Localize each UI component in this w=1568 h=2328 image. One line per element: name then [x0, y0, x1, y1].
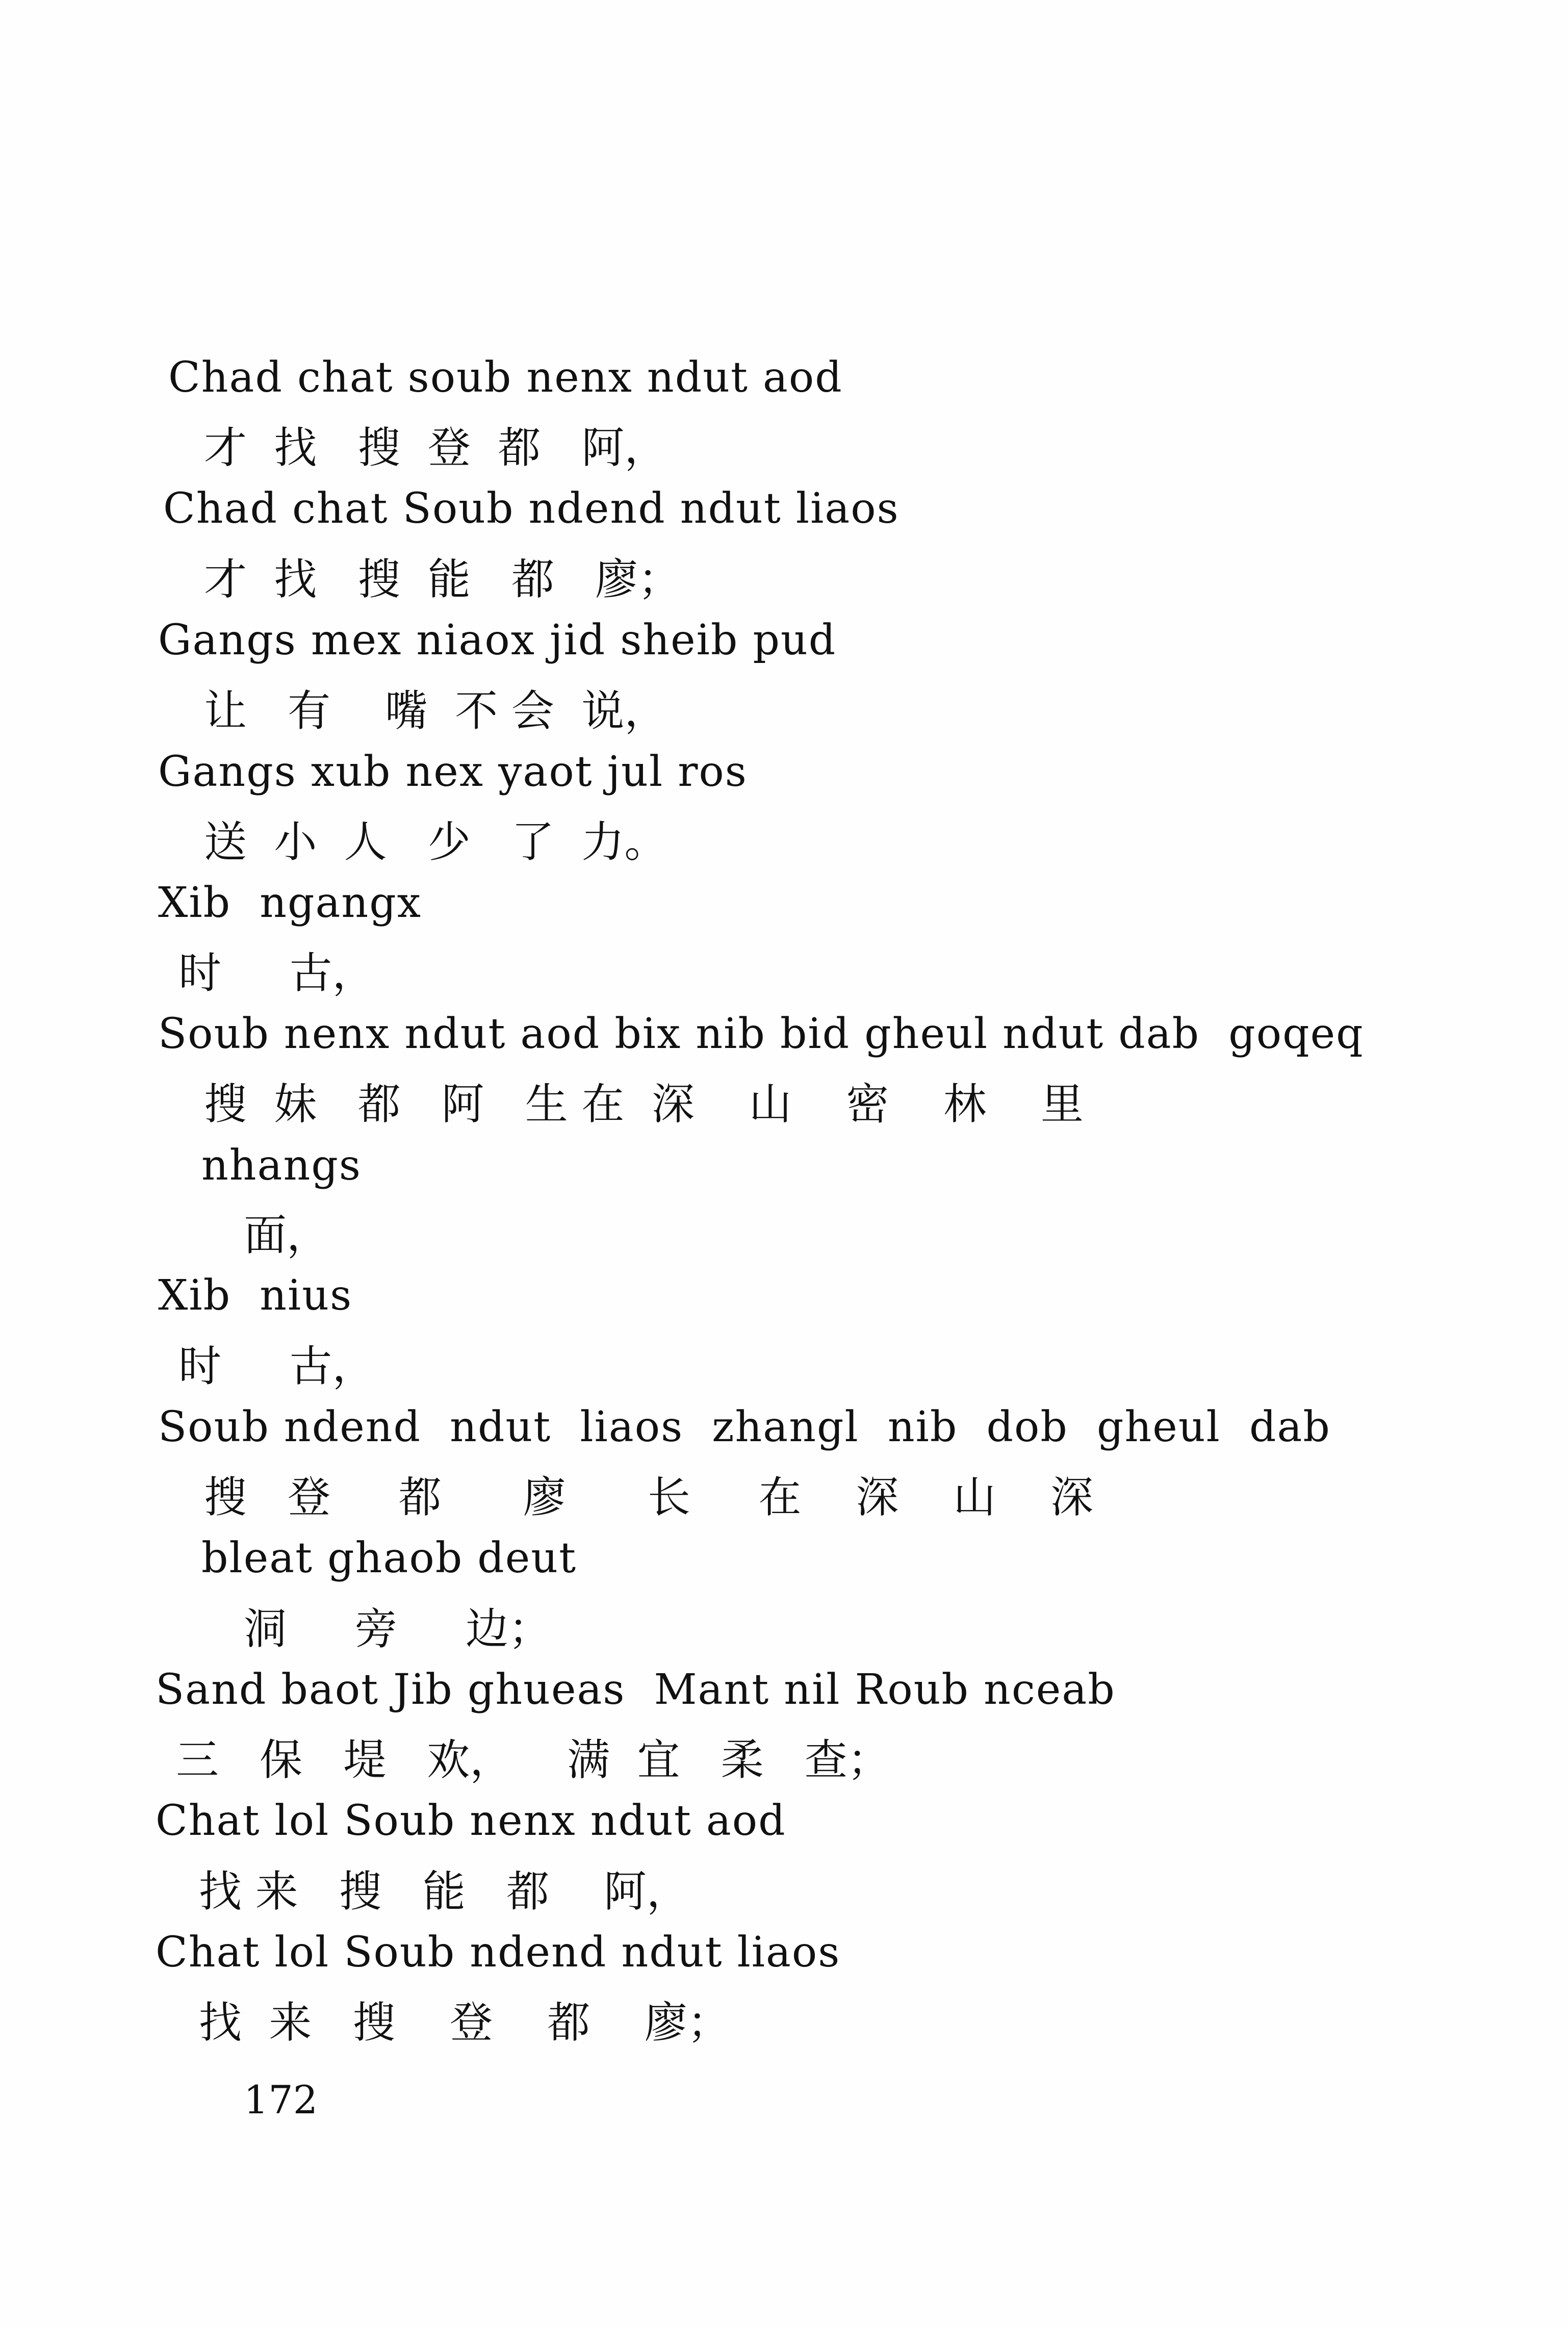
romanized-line: Chat lol Soub ndend ndut liaos — [156, 1928, 841, 1977]
romanized-line: Xib nius — [158, 1271, 353, 1320]
romanized-line: Sand baot Jib ghueas Mant nil Roub nceab — [156, 1666, 1116, 1714]
romanized-line: Gangs xub nex yaot jul ros — [158, 748, 748, 796]
romanized-line: Xib ngangx — [158, 879, 422, 927]
chinese-gloss-line: 才 找 搜 登 都 阿， — [204, 423, 667, 473]
chinese-gloss-line: 搜 妹 都 阿 生 在 深 山 密 林 里 — [204, 1079, 1084, 1129]
chinese-gloss-line: 找 来 搜 登 都 廖； — [199, 1998, 730, 2048]
chinese-gloss-line: 搜 登 都 廖 长 在 深 山 深 — [204, 1472, 1093, 1522]
chinese-gloss-line: 才 找 搜 能 都 廖； — [204, 554, 681, 604]
chinese-gloss-line: 时 古， — [178, 948, 375, 998]
chinese-gloss-line: 让 有 嘴 不 会 说， — [204, 686, 667, 736]
romanized-line: Chat lol Soub nenx ndut aod — [156, 1797, 786, 1845]
chinese-gloss-line-continued: 面， — [244, 1210, 330, 1260]
page-number: 172 — [244, 2077, 318, 2122]
romanized-line: Chad chat soub nenx ndut aod — [168, 353, 843, 402]
romanized-line: Gangs mex niaox jid sheib pud — [158, 616, 837, 664]
romanized-line-continued: bleat ghaob deut — [201, 1534, 577, 1582]
romanized-line: Chad chat Soub ndend ndut liaos — [163, 484, 899, 533]
romanized-line: Soub ndend ndut liaos zhangl nib dob gheul dab — [158, 1403, 1331, 1451]
chinese-gloss-line-continued: 洞 旁 边； — [244, 1604, 552, 1654]
chinese-gloss-line: 送 小 人 少 了 力。 — [204, 817, 667, 867]
chinese-gloss-line: 找 来 搜 能 都 阿， — [199, 1866, 689, 1916]
chinese-gloss-line: 三 保 堤 欢， 满 宜 柔 查； — [176, 1735, 890, 1785]
romanized-line-continued: nhangs — [201, 1141, 362, 1190]
romanized-line: Soub nenx ndut aod bix nib bid gheul ndut dab goqeq — [158, 1010, 1364, 1058]
chinese-gloss-line: 时 古， — [178, 1341, 375, 1391]
